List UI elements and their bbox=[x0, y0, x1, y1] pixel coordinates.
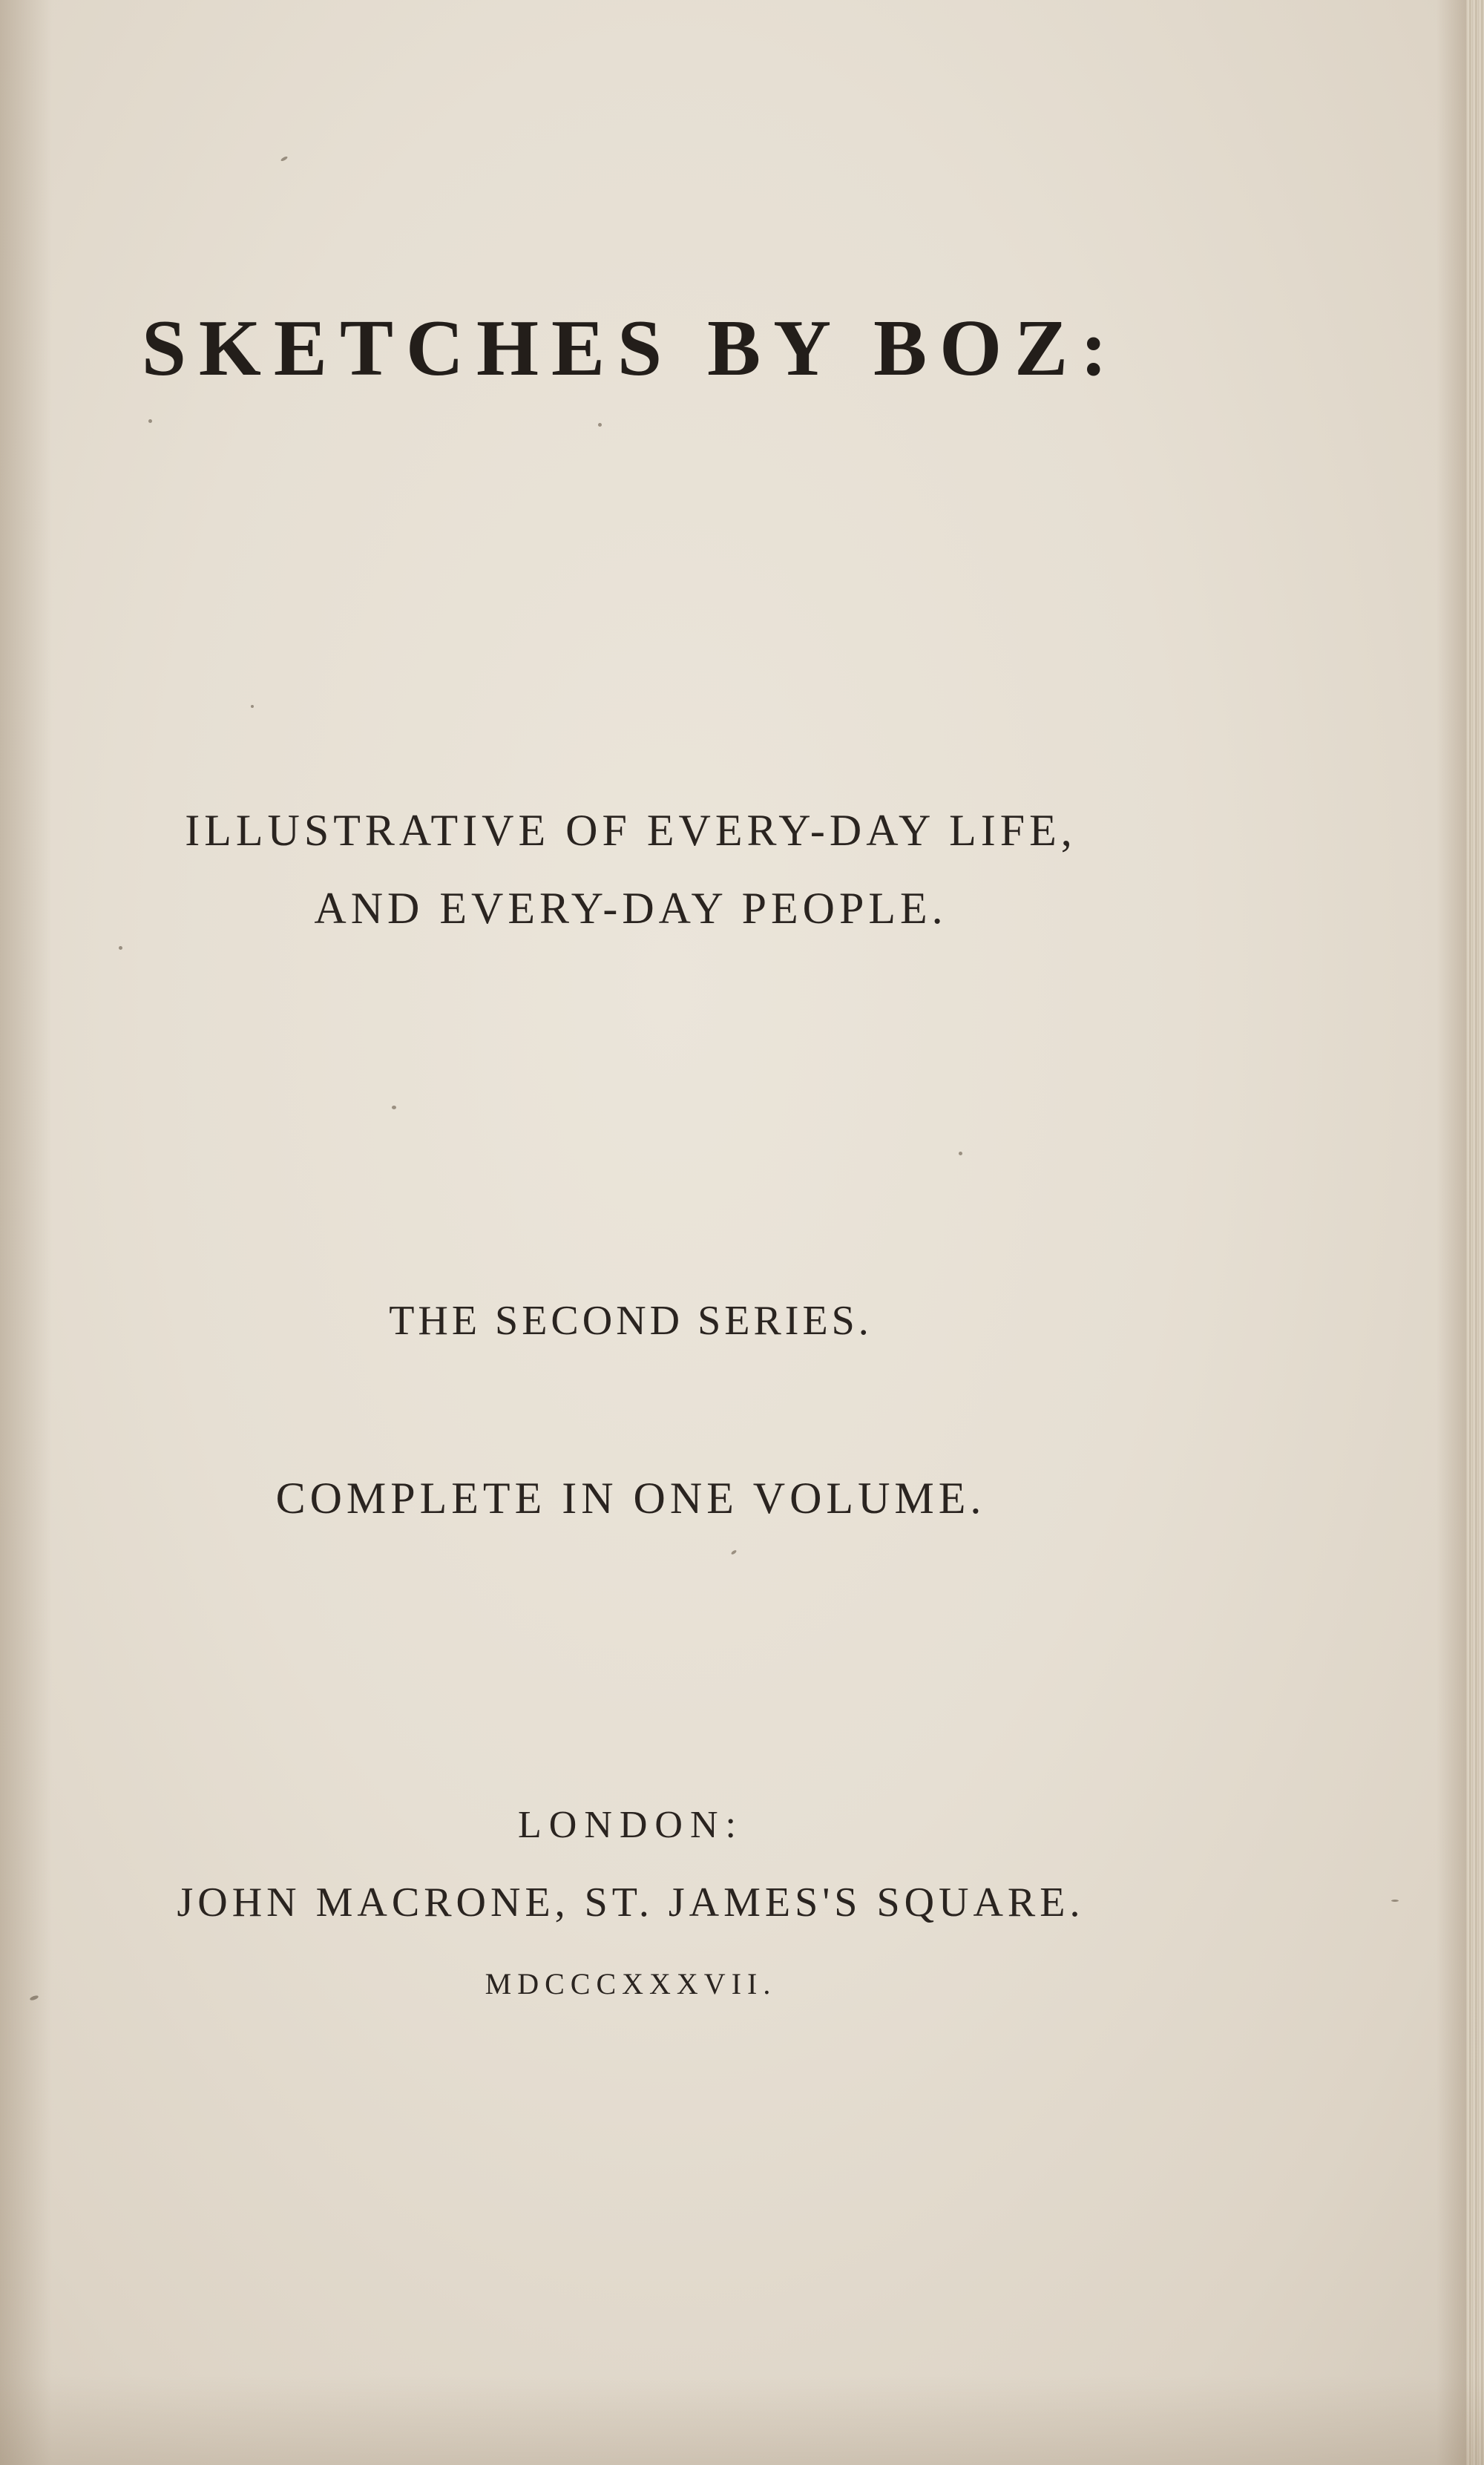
imprint-city: LONDON: bbox=[518, 1804, 743, 1846]
paper-speck bbox=[280, 156, 289, 162]
paper-speck bbox=[959, 1152, 962, 1155]
paper-speck bbox=[1391, 1900, 1399, 1902]
book-title: SKETCHES BY BOZ: bbox=[141, 304, 1120, 393]
right-edge-shadow bbox=[1437, 0, 1466, 2465]
paper-speck bbox=[392, 1106, 396, 1109]
bottom-shadow bbox=[0, 2376, 1484, 2465]
paper-speck bbox=[148, 419, 152, 423]
subtitle-line-1: ILLUSTRATIVE OF EVERY-DAY LIFE, bbox=[185, 806, 1077, 855]
series-statement: THE SECOND SERIES. bbox=[389, 1298, 873, 1344]
paper-speck bbox=[731, 1549, 738, 1555]
publisher-imprint: JOHN MACRONE, ST. JAMES'S SQUARE. bbox=[177, 1880, 1085, 1926]
paper-speck bbox=[251, 705, 254, 708]
page-edges bbox=[1466, 0, 1484, 2465]
paper-speck bbox=[598, 423, 602, 427]
publication-date: MDCCCXXXVII. bbox=[485, 1967, 777, 2000]
paper-speck bbox=[119, 946, 122, 950]
subtitle-line-2: AND EVERY-DAY PEOPLE. bbox=[314, 884, 948, 933]
volume-statement: COMPLETE IN ONE VOLUME. bbox=[275, 1474, 986, 1523]
